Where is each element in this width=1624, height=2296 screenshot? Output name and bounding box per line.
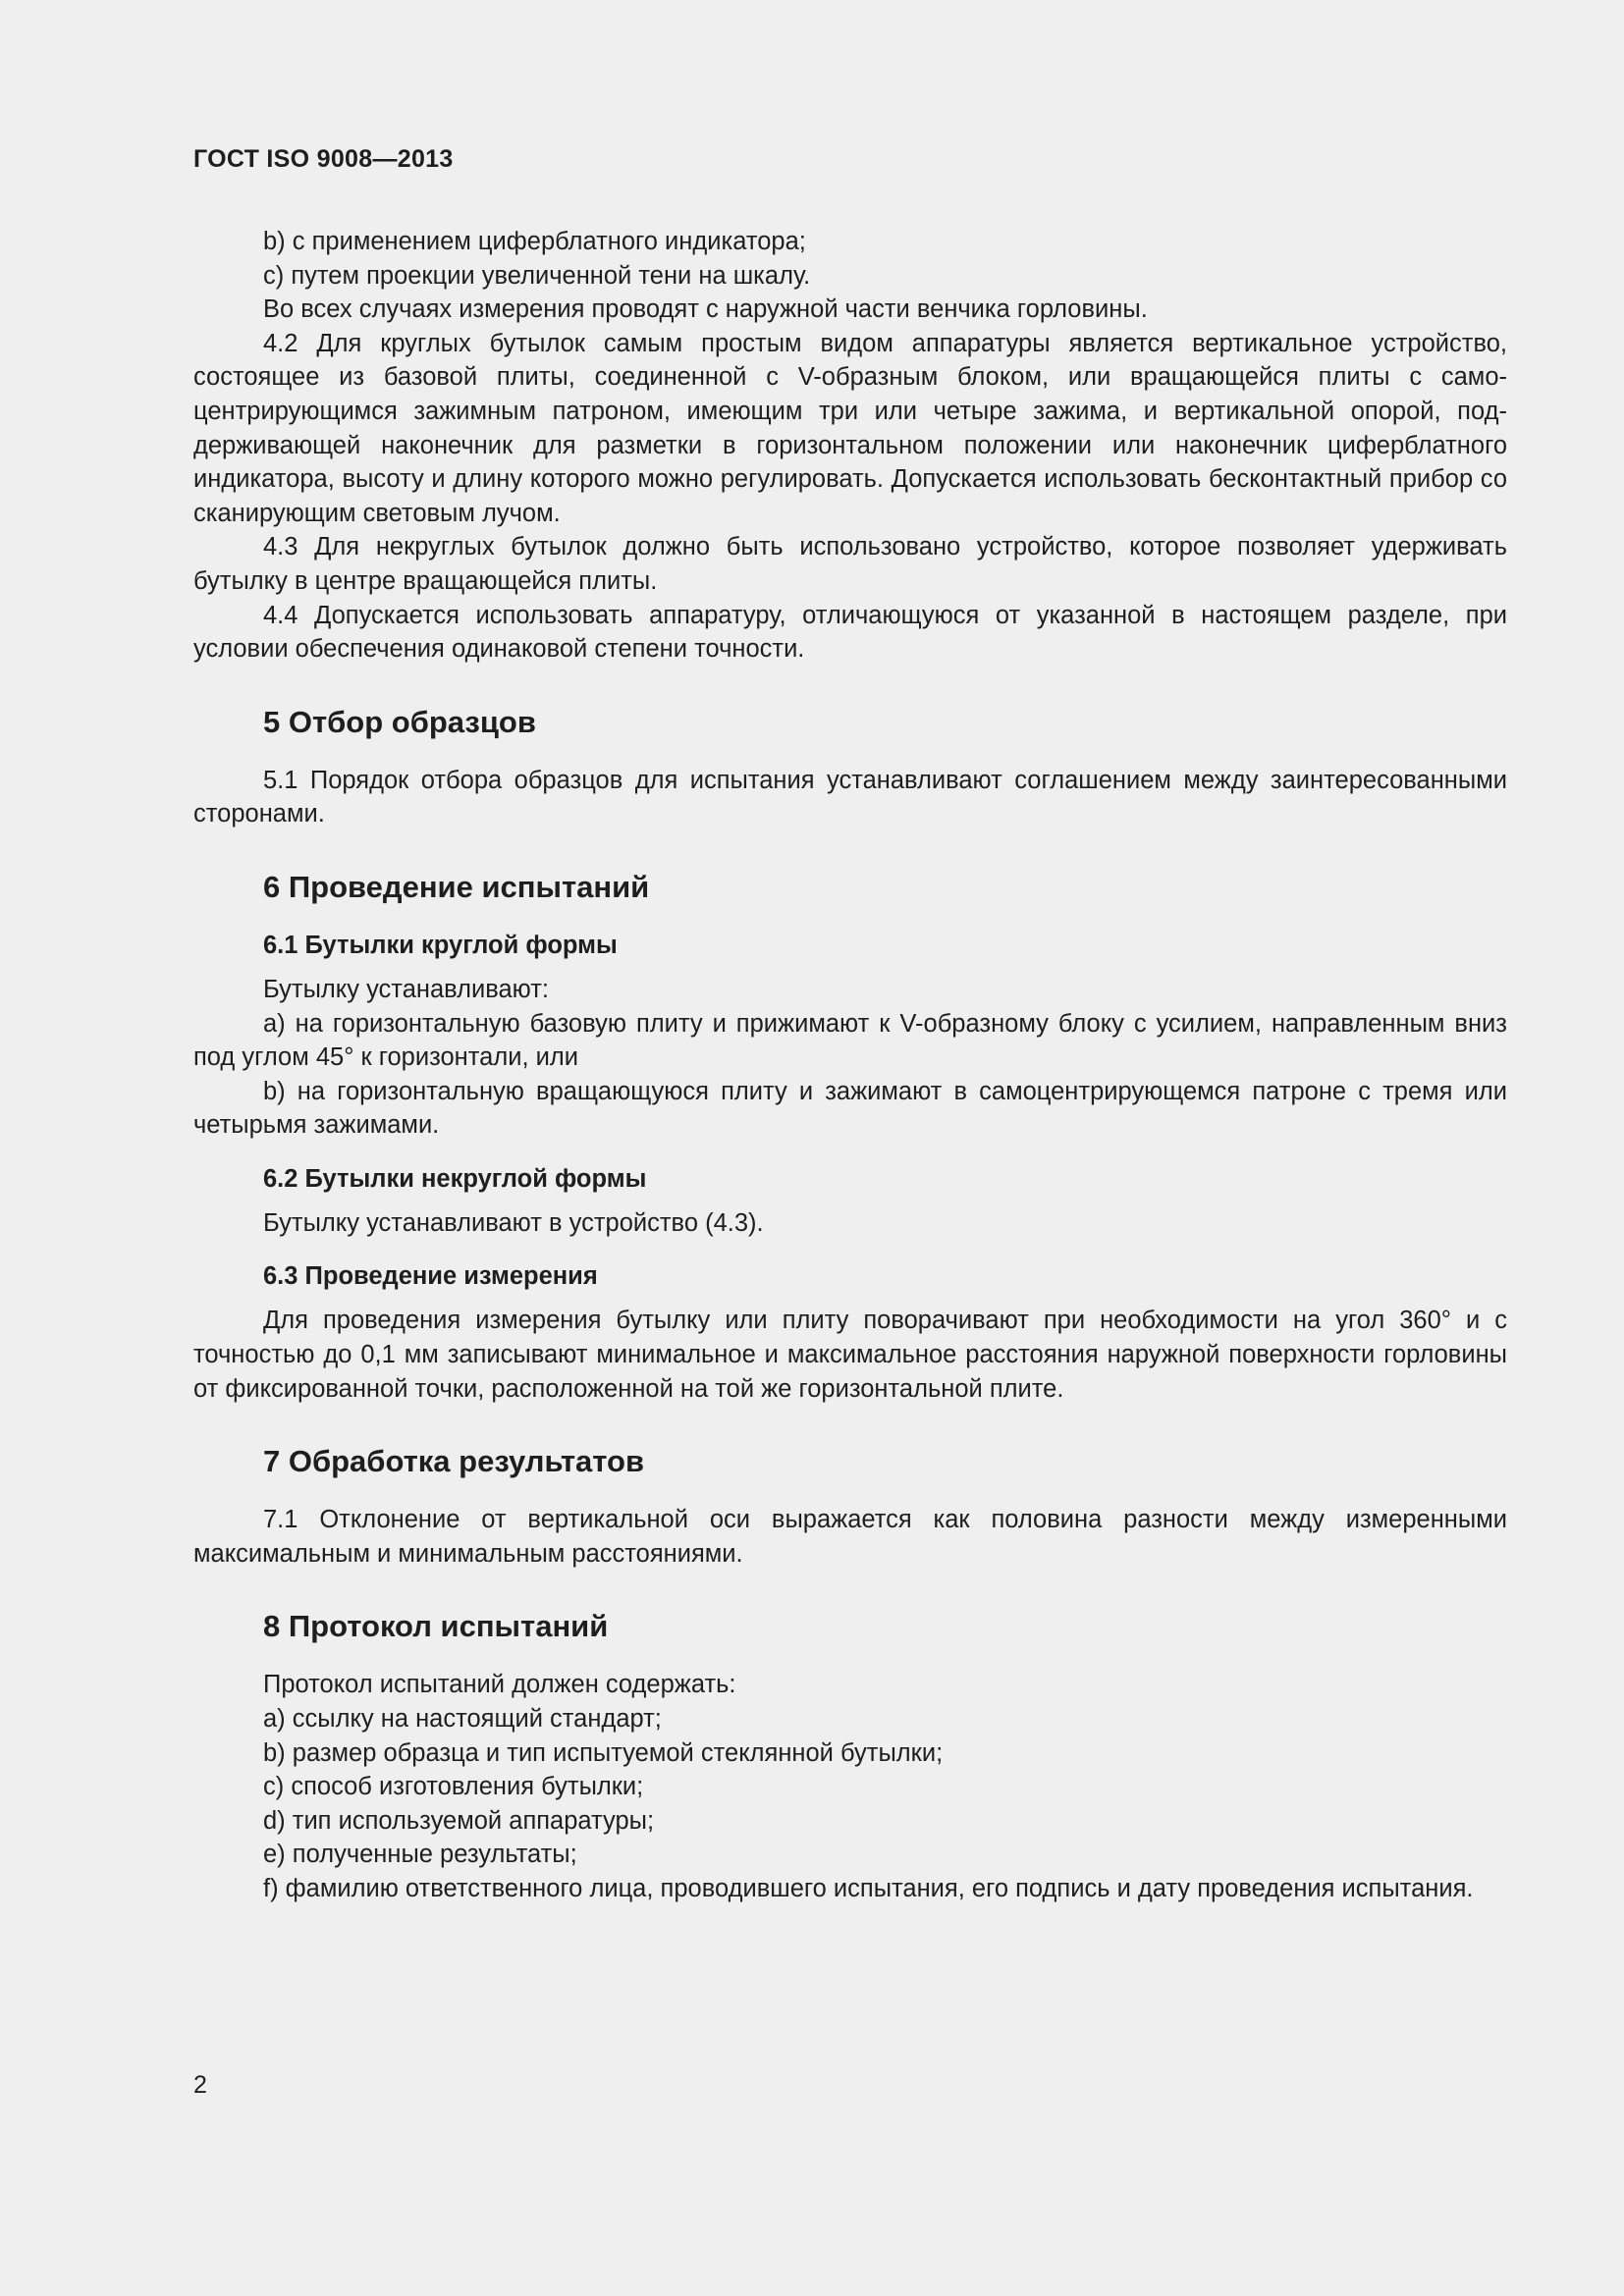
paragraph: Протокол испытаний должен содержать:: [263, 1671, 736, 1699]
paragraph-4-3: 4.3 Для некруглых бутылок должно быть использовано устройство, которое позволяет удерживать бутылку в центре вращающейся плиты.: [193, 533, 1507, 595]
subsection-6-2-heading: 6.2 Бутылки некруглой формы: [263, 1164, 647, 1193]
section-7-heading: 7 Обработка результатов: [263, 1444, 645, 1479]
paragraph: Бутылку устанавливают:: [263, 975, 549, 1003]
section-8-heading: 8 Протокол испытаний: [263, 1609, 609, 1644]
list-item: b) с применением циферблатного индикатора;: [263, 228, 806, 255]
paragraph-5-1: 5.1 Порядок отбора образцов для испытания устанавливают соглашением между заинтересованными сторонами.: [193, 766, 1507, 828]
list-item: a) на горизонтальную базовую плиту и прижимают к V-образному блоку с усилием, направленным вниз под углом 45° к горизонтали, или: [193, 1009, 1507, 1072]
list-item: e) полученные результаты;: [263, 1841, 577, 1869]
list-item: b) на горизонтальную вращающуюся плиту и зажимают в самоцентрирующемся патроне с тремя или четырьмя зажимами.: [193, 1077, 1507, 1140]
document-body: [193, 225, 1507, 1906]
list-item: d) тип используемой аппаратуры;: [263, 1806, 655, 1835]
list-item: a) ссылку на настоящий стандарт;: [263, 1705, 662, 1734]
document-header: ГОСТ ISO 9008—2013: [193, 145, 454, 173]
section-6-heading: 6 Проведение испытаний: [263, 869, 650, 904]
paragraph: Для проведения измерения бутылку или плиту поворачивают при необходимости на угол 360° и с точностью до 0,1 мм записывают минимальное и максимальное расстояния наружной поверхности горловины от фиксированной точки, расположенной на той же горизонтальной плите.: [193, 1307, 1507, 1403]
subsection-6-3-heading: 6.3 Проведение измерения: [263, 1262, 598, 1291]
subsection-6-1-heading: 6.1 Бутылки круглой формы: [263, 931, 618, 959]
page-number: 2: [193, 2071, 207, 2099]
list-item: c) способ изготовления бутылки;: [263, 1773, 644, 1801]
paragraph: Во всех случаях измерения проводят с наружной части венчика горловины.: [263, 295, 1148, 324]
section-5-heading: 5 Отбор образцов: [263, 704, 536, 739]
paragraph-4-4: 4.4 Допускается использовать аппаратуру, отличающуюся от указанной в настоящем разделе, при условии обеспечения одинаковой степени точности.: [193, 601, 1507, 664]
paragraph-4-2: 4.2 Для круглых бутылок самым простым видом аппаратуры является вертикальное устройство, состоящее из базовой плиты, соединенной с V-образным блоком, или вращающейся плиты с самоцентрирующимся зажимным патроном, имеющим три или четыре зажима, и вертикальной опорой, поддерживающей наконечник для разметки в горизонтальном положении или наконечник циферблатного индикатора, высоту и длину которого можно регулировать. Допускается использовать бесконтактный прибор со сканирующим световым лучом.: [193, 329, 1507, 527]
list-item: f) фамилию ответственного лица, проводившего испытания, его подпись и дату проведения испытания.: [263, 1875, 1474, 1902]
paragraph: Бутылку устанавливают в устройство (4.3).: [263, 1208, 764, 1237]
list-item: b) размер образца и тип испытуемой стеклянной бутылки;: [263, 1738, 944, 1767]
paragraph-7-1: 7.1 Отклонение от вертикальной оси выражается как половина разности между измеренными максимальным и минимальным расстояниями.: [193, 1506, 1507, 1568]
list-item: c) путем проекции увеличенной тени на шкалу.: [263, 261, 811, 290]
